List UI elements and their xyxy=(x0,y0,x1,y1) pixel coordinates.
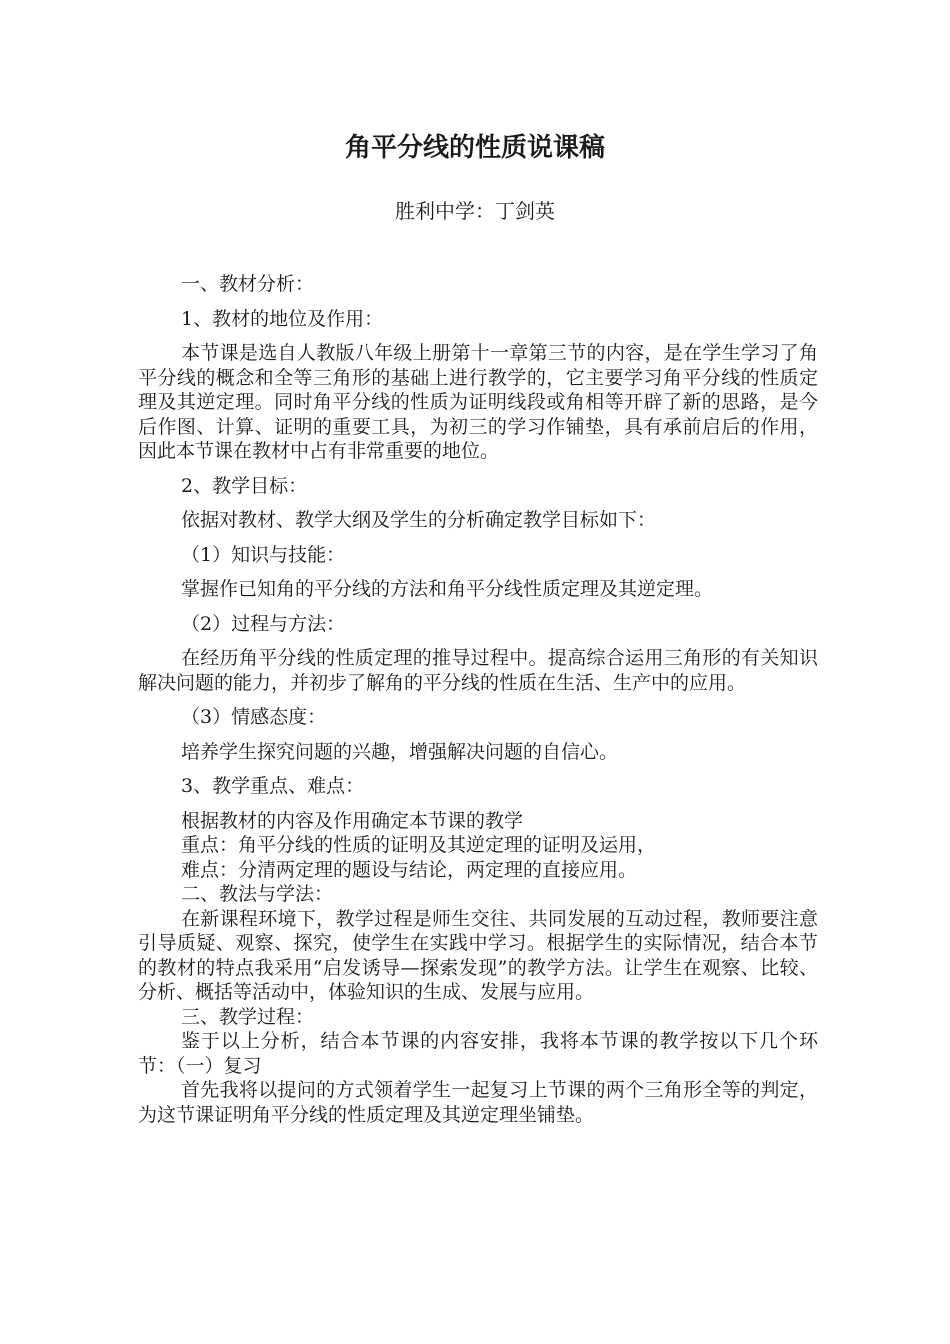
paragraph: 掌握作已知角的平分线的方法和角平分线性质定理及其逆定理。 xyxy=(181,578,714,600)
section-heading: 一、教材分析： xyxy=(181,273,315,295)
subsection-heading: （1）知识与技能： xyxy=(181,543,346,566)
section-heading: 二、教法与学法： xyxy=(181,883,334,905)
paragraph: 根据教材的内容及作用确定本节课的教学 xyxy=(181,809,524,832)
subsection-heading: （3）情感态度： xyxy=(181,706,327,728)
paragraph: 本节课是选自人教版八年级上册第十一章第三节的内容，是在学生学习了角平分线的概念和全等三角形的基础上进行教学的，它主要学习角平分线的性质定理及其逆定理。同时角平分线的性质为证明线段或角相等开辟了新的思路，是今后作图、计算、证明的重要工具，为初三的学习作铺垫，具有承前启后的作用，因此本节课在教材中占有非常重要的地位。 xyxy=(138,342,818,462)
paragraph: 难点：分清两定理的题设与结论，两定理的直接应用。 xyxy=(181,858,638,881)
paragraph: 培养学生探究问题的兴趣，增强解决问题的自信心。 xyxy=(181,740,619,763)
paragraph: 在经历角平分线的性质定理的推导过程中。提高综合运用三角形的有关知识解决问题的能力，并初步了解角的平分线的性质在生活、生产中的应用。 xyxy=(138,647,818,694)
paragraph: 在新课程环境下，教学过程是师生交往、共同发展的互动过程，教师要注意引导质疑、观察、探究，使学生在实践中学习。根据学生的实际情况，结合本节的教材的特点我采用“启发诱导—探索发现”的教学方法。让学生在观察、比较、分析、概括等活动中，体验知识的生成、发展与应用。 xyxy=(138,907,818,1003)
paragraph: 首先我将以提问的方式领着学生一起复习上节课的两个三角形全等的判定，为这节课证明角平分线的性质定理及其逆定理坐铺垫。 xyxy=(138,1079,818,1126)
subsection-heading: （2）过程与方法： xyxy=(181,612,346,635)
document-body xyxy=(138,272,818,1127)
paragraph: 鉴于以上分析，结合本节课的内容安排，我将本节课的教学按以下几个环节：（一）复习 xyxy=(138,1030,818,1077)
paragraph: 依据对教材、教学大纲及学生的分析确定教学目标如下： xyxy=(181,509,657,531)
paragraph: 重点：角平分线的性质的证明及其逆定理的证明及运用， xyxy=(181,834,657,856)
subsection-heading: 3、教学重点、难点： xyxy=(181,775,365,797)
section-heading: 三、教学过程： xyxy=(181,1005,315,1028)
document-title: 角平分线的性质说课稿 xyxy=(344,133,605,163)
subsection-heading: 1、教材的地位及作用： xyxy=(181,307,384,330)
subsection-heading: 2、教学目标： xyxy=(181,474,308,497)
author-line: 胜利中学：丁剑英 xyxy=(395,199,555,223)
